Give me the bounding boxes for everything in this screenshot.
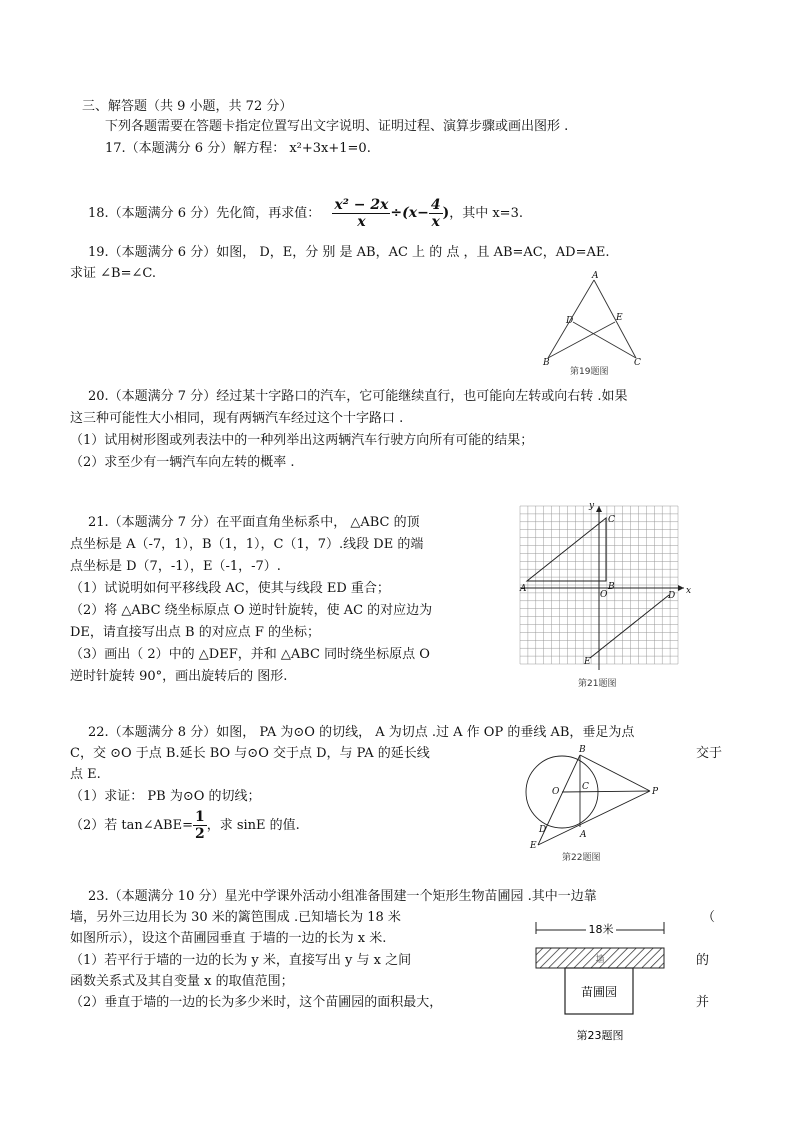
q19-label-B: B	[543, 358, 550, 368]
q23-line1: 23.（本题满分 10 分）星光中学课外活动小组准备围建一个矩形生物苗圃园 .其中一边靠	[88, 889, 597, 904]
section-title: 三、解答题（共 9 小题，共 72 分）	[82, 99, 293, 114]
q22-label-B: B	[579, 745, 586, 755]
q23-wall-label: 墙	[595, 955, 605, 965]
q20-line3: （1）试用树形图或列表法中的一种列举出这两辆汽车行驶方向所有可能的结果；	[70, 433, 534, 448]
q18-fraction	[332, 197, 390, 230]
q22-figure	[522, 742, 672, 866]
q20-line1: 20.（本题满分 7 分）经过某十字路口的汽车，它可能继续直行，也可能向左转或向右转 .如果	[88, 389, 628, 404]
q21-x-arrow	[678, 585, 684, 591]
q18-line	[88, 193, 523, 233]
q21-label-D: D	[668, 591, 676, 601]
q23-line6: （2）垂直于墙的一边的长为多少米时，这个苗圃园的面积最大，	[70, 995, 443, 1010]
q21-label-B: B	[608, 582, 615, 592]
q21-segment-DE	[590, 595, 669, 658]
q23-line4-tail: 的	[696, 953, 710, 968]
q23-line5: 函数关系式及其自变量 x 的取值范围；	[70, 974, 294, 989]
q22-label-D: D	[539, 825, 547, 835]
q23-line2-tail: （	[702, 910, 716, 925]
q18-prefix: 18.（本题满分 6 分）先化简，再求值：	[88, 206, 321, 221]
q19-label-A: A	[592, 271, 599, 281]
q21-line8: 逆时针旋转 90°，画出旋转后的 图形.	[70, 669, 288, 684]
q18-frac2-num: 4	[430, 197, 441, 213]
q23-figure-caption: 第23题图	[576, 1029, 624, 1042]
q21-line5: （2）将 △ABC 绕坐标原点 O 逆时针旋转，使 AC 的对应边为	[70, 603, 433, 618]
q21-triangle-ABC	[527, 518, 606, 581]
q19-label-D: D	[566, 316, 574, 326]
q22-line5-suffix: ，求 sinE 的值.	[206, 818, 300, 833]
q19-line1: 19.（本题满分 6 分）如图， D，E，分 别 是 AB，AC 上 的 点 ，且 AB=AC，AD=AE.	[88, 245, 610, 260]
q22-line4: （1）求证： PB 为⊙O 的切线；	[70, 789, 261, 804]
q19-label-C: C	[634, 358, 641, 368]
q21-label-A: A	[520, 584, 527, 594]
q22-line-OP	[562, 791, 650, 792]
q20-line2: 这三种可能性大小相同，现有两辆汽车经过这个十字路口 .	[70, 411, 404, 426]
q21-label-O: O	[600, 590, 608, 600]
q22-label-O: O	[552, 787, 560, 797]
q19-label-E: E	[616, 313, 623, 323]
q21-line6: DE，请直接写出点 B 的对应点 F 的坐标；	[70, 625, 321, 640]
q23-figure	[530, 918, 670, 1048]
q21-line7: （3）画出（ 2）中的 △DEF，并和 △ABC 同时绕坐标原点 O	[70, 647, 430, 662]
q21-y-arrow	[596, 506, 602, 512]
q18-fraction2	[429, 197, 443, 230]
q21-line2: 点坐标是 A（-7，1），B（1，1），C（1，7）.线段 DE 的端	[70, 537, 424, 552]
q18-close: )	[442, 205, 450, 221]
q19-figure-caption: 第19题图	[570, 367, 609, 376]
q22-line3: 点 E.	[70, 767, 101, 782]
q23-line2: 墙，另外三边用长为 30 米的篱笆围成 .已知墙长为 18 米	[70, 910, 401, 925]
q20-line4: （2）求至少有一辆汽车向左转的概率 .	[70, 455, 295, 470]
q21-line3: 点坐标是 D（7，-1），E（-1，-7）.	[70, 559, 281, 574]
q22-figure-caption: 第22题图	[562, 853, 601, 863]
q18-suffix: ，其中 x=3.	[449, 206, 523, 221]
q22-line-PE	[538, 791, 650, 845]
q23-garden-label: 苗圃园	[580, 985, 618, 999]
q21-figure-caption: 第21题图	[578, 679, 617, 689]
q19-line2: 求证 ∠B=∠C.	[70, 266, 156, 281]
q21-label-y: y	[589, 501, 595, 511]
q23-line3: 如图所示），设这个苗圃园垂直 于墙的一边的长为 x 米.	[70, 931, 387, 946]
q23-line6-tail: 并	[696, 995, 710, 1010]
q22-fraction	[193, 809, 207, 842]
q21-label-x: x	[686, 586, 692, 596]
q22-label-A: A	[580, 830, 587, 840]
q18-numerator: x² − 2x	[334, 197, 389, 213]
q21-line1: 21.（本题满分 7 分）在平面直角坐标系中， △ABC 的顶	[88, 515, 420, 530]
q19-figure	[530, 270, 650, 376]
section-instruction: 下列各题需要在答题卡指定位置写出文字说明、证明过程、演算步骤或画出图形 .	[105, 119, 569, 134]
q22-line5	[70, 806, 300, 846]
q22-line5-prefix: （2）若 tan∠ABE=	[70, 818, 193, 833]
q21-label-E: E	[584, 657, 591, 667]
q18-frac2-den: x	[431, 214, 440, 230]
q18-denominator: x	[357, 214, 366, 230]
q23-line4: （1）若平行于墙的一边的长为 y 米，直接写出 y 与 x 之间	[70, 953, 412, 968]
q23-wall-length: 18米	[588, 923, 614, 936]
q22-frac-den: 2	[194, 826, 205, 842]
q17-text: 17.（本题满分 6 分）解方程： x²+3x+1=0.	[105, 141, 371, 156]
q22-line2: C，交 ⊙O 于点 B.延长 BO 与⊙O 交于点 D，与 PA 的延长线	[70, 746, 430, 761]
q18-div-part: ÷(x−	[390, 205, 429, 221]
q22-label-E: E	[530, 841, 537, 851]
q22-line2-tail: 交于	[696, 746, 723, 761]
q22-frac-num: 1	[194, 809, 205, 825]
q21-line4: （1）试说明如何平移线段 AC，使其与线段 ED 重合；	[70, 581, 390, 596]
q22-line-PB	[580, 755, 650, 791]
q21-label-C: C	[608, 515, 615, 525]
q21-figure	[512, 498, 692, 690]
q22-label-P: P	[652, 787, 659, 797]
q22-label-C: C	[582, 782, 589, 792]
q22-line1: 22.（本题满分 8 分）如图， PA 为⊙O 的切线， A 为切点 .过 A 作 OP 的垂线 AB，垂足为点	[88, 725, 635, 740]
